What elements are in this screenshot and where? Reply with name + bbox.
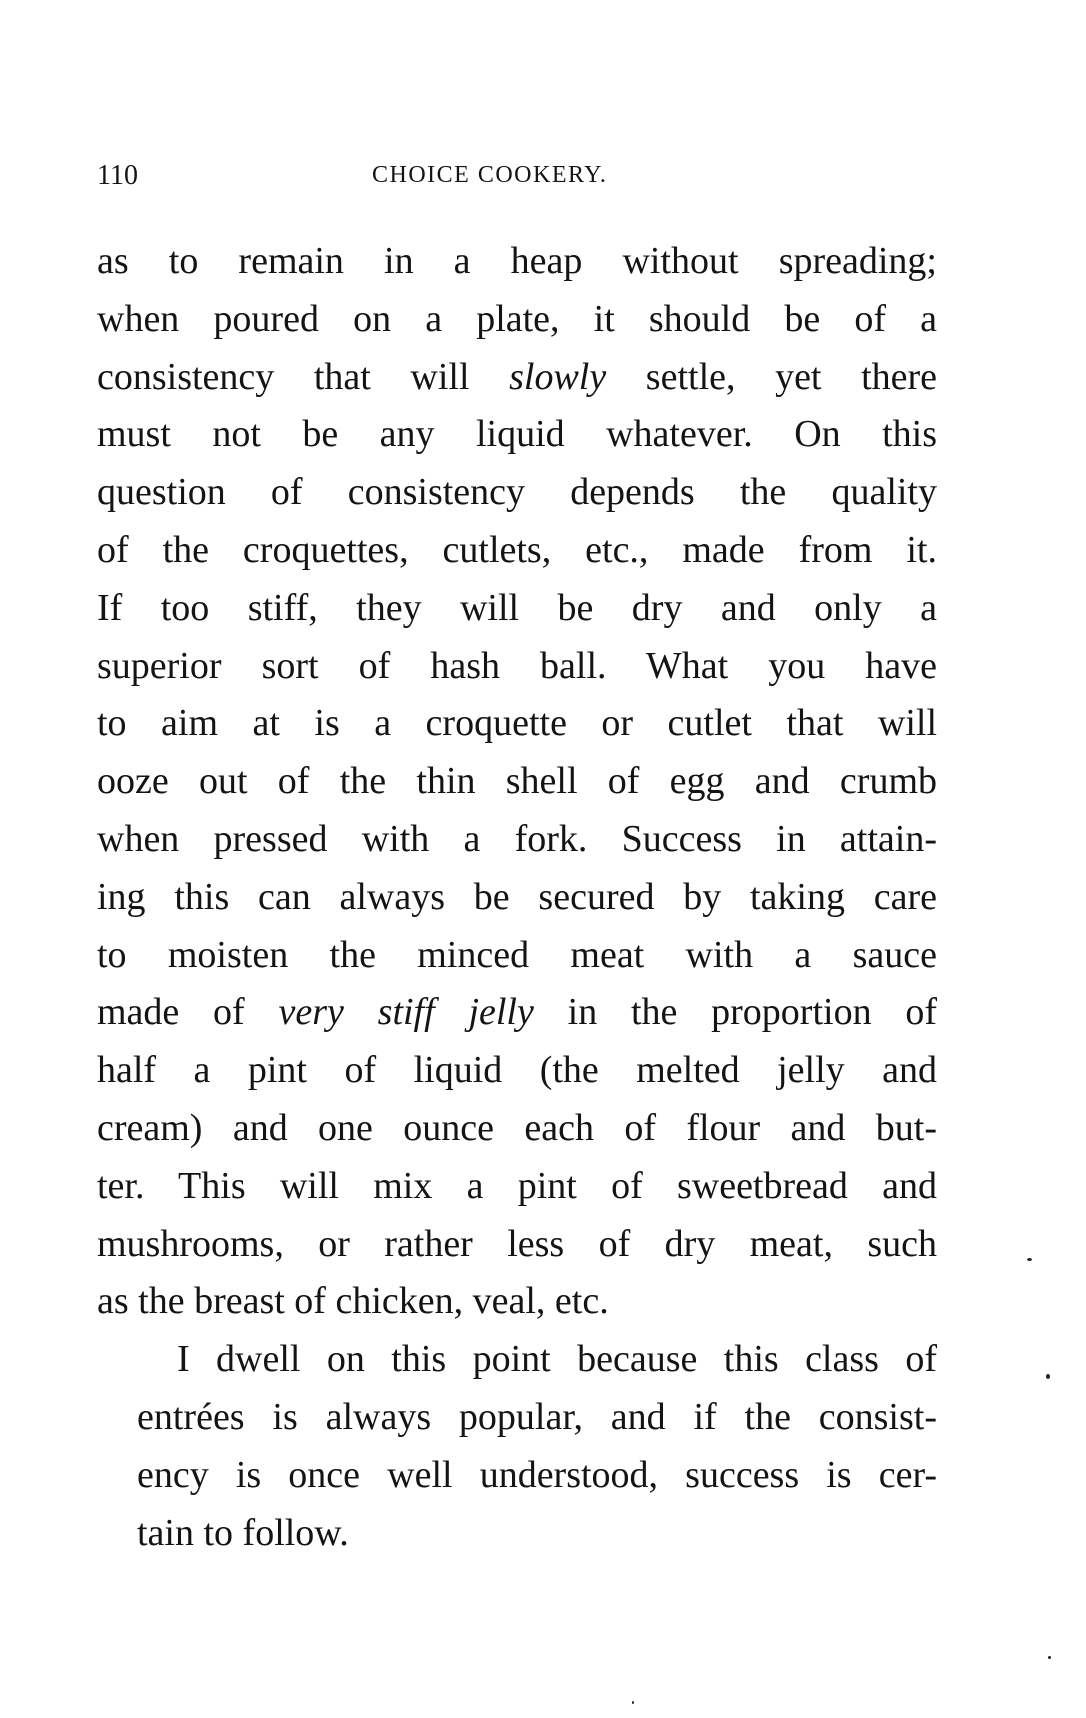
text-line: If too stiff, they will be dry and only a <box>97 586 937 629</box>
text-line: when poured on a plate, it should be of a <box>97 297 937 340</box>
text-line: half a pint of liquid (the melted jelly and <box>97 1049 937 1092</box>
scan-speck <box>1046 1374 1050 1379</box>
text-line: superior sort of hash ball. What you have <box>97 644 937 687</box>
text-line: cream) and one ounce each of flour and but- <box>97 1106 937 1149</box>
text-line: ing this can always be secured by taking care <box>97 875 937 918</box>
body-text <box>97 233 937 1562</box>
paragraph-1 <box>97 233 937 1331</box>
scan-speck <box>1048 1656 1051 1659</box>
paragraph-2 <box>97 1331 937 1562</box>
page-header <box>97 160 937 200</box>
text-line: made of very stiff jelly in the proportion of <box>97 991 938 1034</box>
text-line: ooze out of the thin shell of egg and crumb <box>97 760 937 803</box>
italic-emphasis: very stiff jelly <box>278 991 534 1034</box>
text-line: question of consistency depends the quality <box>97 471 937 514</box>
italic-emphasis: slowly <box>509 355 607 398</box>
scan-speck <box>1027 1258 1032 1261</box>
text-line: entrées is always popular, and if the consist- <box>137 1395 937 1438</box>
text-line: must not be any liquid whatever. On this <box>97 413 937 456</box>
text-line: to moisten the minced meat with a sauce <box>97 933 937 976</box>
text-line: of the croquettes, cutlets, etc., made from it. <box>97 528 937 571</box>
text-line: consistency that will slowly settle, yet there <box>97 355 938 398</box>
text-line: ter. This will mix a pint of sweetbread and <box>97 1164 937 1207</box>
text-line: I dwell on this point because this class of <box>177 1338 937 1381</box>
text-line: when pressed with a fork. Success in attain- <box>97 817 937 860</box>
text-line: to aim at is a croquette or cutlet that will <box>97 702 937 745</box>
page-number: 110 <box>97 160 138 191</box>
text-line: ency is once well understood, success is cer- <box>137 1453 937 1496</box>
scan-speck <box>632 1701 634 1704</box>
text-line: as the breast of chicken, veal, etc. <box>97 1280 609 1323</box>
text-line: tain to follow. <box>137 1511 349 1554</box>
text-line: mushrooms, or rather less of dry meat, such <box>97 1222 937 1265</box>
text-line: as to remain in a heap without spreading; <box>97 240 937 282</box>
running-title: CHOICE COOKERY. <box>372 162 608 188</box>
